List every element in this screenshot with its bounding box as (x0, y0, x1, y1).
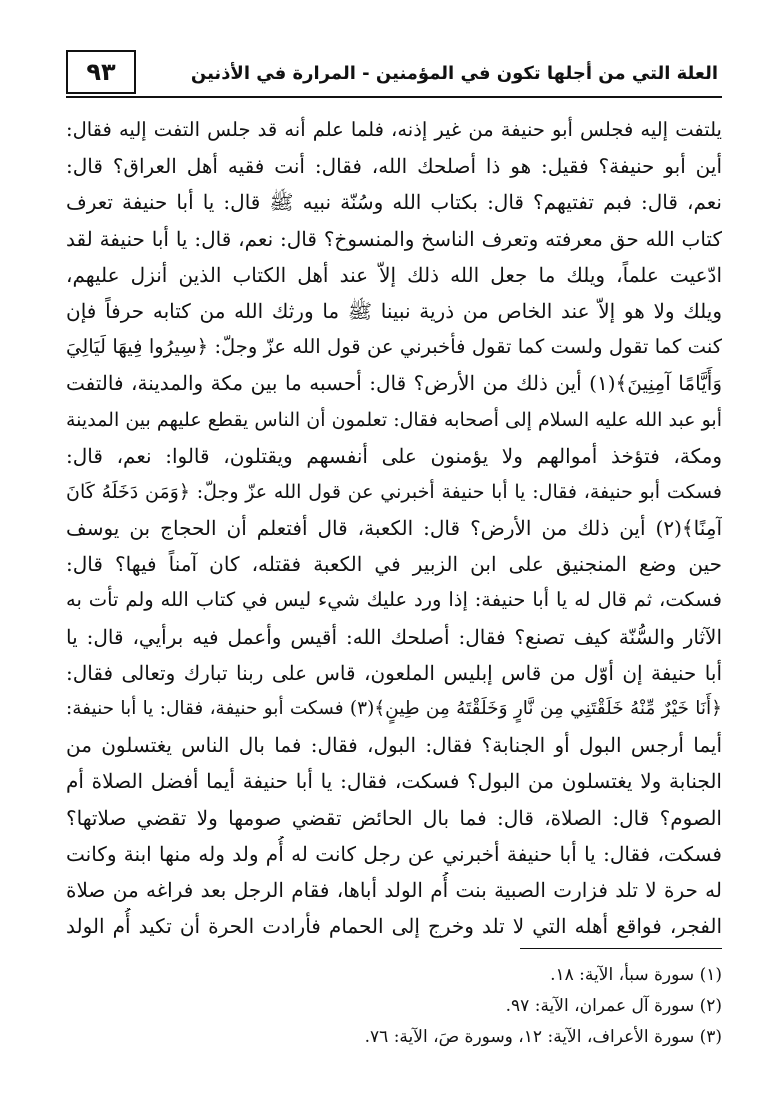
page-header (66, 50, 722, 98)
text-line: يلتفت إليه فجلس أبو حنيفة من غير إذنه، فلما علم أنه قد جلس التفت إليه فقال: (66, 118, 722, 141)
text-line: حين وضع المنجنيق على ابن الزبير في الكعبة فقتله، كان آمناً فيها؟ قال: (66, 552, 722, 577)
text-line: وَأَيَّامًا آمِنِينَ﴾(١) أين ذلك من الأرض؟ قال: أحسبه ما بين مكة والمدينة، فالتفت (66, 371, 722, 396)
running-title: العلة التي من أجلها تكون في المؤمنين - المرارة في الأذنين (190, 63, 718, 84)
page-number: ٩٣ (66, 50, 136, 94)
text-line: له حرة لا تلد فزارت الصبية بنت أُم الولد أباها، فقام الرجل بعد فراغه من صلاة (66, 877, 722, 902)
text-line: الجنابة ولا يغتسلون من البول؟ فسكت، فقال: يا أبا حنيفة أيما أفضل الصلاة أم (66, 769, 722, 794)
text-line: نعم، قال: فبم تفتيهم؟ قال: بكتاب الله وسُنّة نبيه ﷺ قال: يا أبا حنيفة تعرف (66, 190, 722, 215)
footnotes (66, 960, 722, 1053)
text-line: أيما أرجس البول أو الجنابة؟ فقال: البول، فقال: فما بال الناس يغتسلون من (66, 733, 722, 758)
text-line: آمِنًا﴾(٢) أين ذلك من الأرض؟ قال: الكعبة، قال أفتعلم أن الحجاج بن يوسف (66, 516, 722, 541)
text-line: كتاب الله حق معرفته وتعرف الناسخ والمنسوخ؟ قال: نعم، قال: يا أبا حنيفة لقد (66, 226, 722, 251)
text-line: الآثار والسُّنّة كيف تصنع؟ فقال: أصلحك الله: أقيس وأعمل فيه برأيي، قال: يا (66, 624, 722, 649)
footnote: (١) سورة سبأ، الآية: ١٨. (550, 965, 722, 985)
text-line: أبو عبد الله عليه السلام إلى أصحابه فقال: تعلمون أن الناس يقطع عليهم بين المدينة (66, 408, 722, 431)
text-line: ﴿أَنَا خَيْرٌ مِّنْهُ خَلَقْتَنِي مِن نَّارٍ وَخَلَقْتَهُ مِن طِينٍ﴾(٣) فسكت أبو حنيفة، فقال: يا أبا حنيفة: (66, 698, 722, 719)
text-line: أين أبو حنيفة؟ فقيل: هو ذا أصلحك الله، فقال: أنت فقيه أهل العراق؟ قال: (66, 154, 722, 179)
main-text (66, 112, 722, 944)
text-line: ويلك ولا هو إلاّ عند الخاص من ذرية نبينا ﷺ ما ورثك الله من كتابه حرفاً فإن (66, 298, 722, 323)
footnote: (٢) سورة آل عمران، الآية: ٩٧. (505, 996, 722, 1016)
text-line: فسكت، فقال: يا أبا حنيفة أخبرني عن رجل كانت له أُم ولد وله منها ابنة وكانت (66, 841, 722, 866)
text-line: كنت كما تقول ولست كما تقول فأخبرني عن قول الله عزّ وجلّ: ﴿سِيرُوا فِيهَا لَيَالِيَ (66, 335, 722, 359)
text-line: الصوم؟ قال: الصلاة، قال: فما بال الحائض تقضي صومها ولا تقضي صلاتها؟ (66, 805, 722, 830)
footnote: (٣) سورة الأعراف، الآية: ١٢، وسورة صَ، الآية: ٧٦. (364, 1027, 722, 1047)
text-line: أبا حنيفة إن أوّل من قاس إبليس الملعون، قاس على ربنا تبارك وتعالى فقال: (66, 660, 722, 685)
text-line: ادّعيت علماً، ويلك ما جعل الله ذلك إلاّ عند أهل الكتاب الذين أنزل عليهم، (66, 262, 722, 287)
footnote-divider (520, 948, 722, 949)
text-line: ومكة، فتؤخذ أموالهم ولا يؤمنون على أنفسهم ويقتلون، قالوا: نعم، قال: (66, 443, 722, 468)
text-line: الفجر، فواقع أهله التي لا تلد وخرج إلى الحمام فأرادت الحرة أن تكيد أُم الولد (66, 914, 722, 939)
text-line: فسكت، ثم قال له يا أبا حنيفة: إذا ورد عليك شيء ليس في كتاب الله ولم تأت به (66, 588, 722, 612)
text-line: فسكت أبو حنيفة، فقال: يا أبا حنيفة أخبرني عن قول الله عزّ وجلّ: ﴿وَمَن دَخَلَهُ كَانَ (66, 480, 722, 503)
